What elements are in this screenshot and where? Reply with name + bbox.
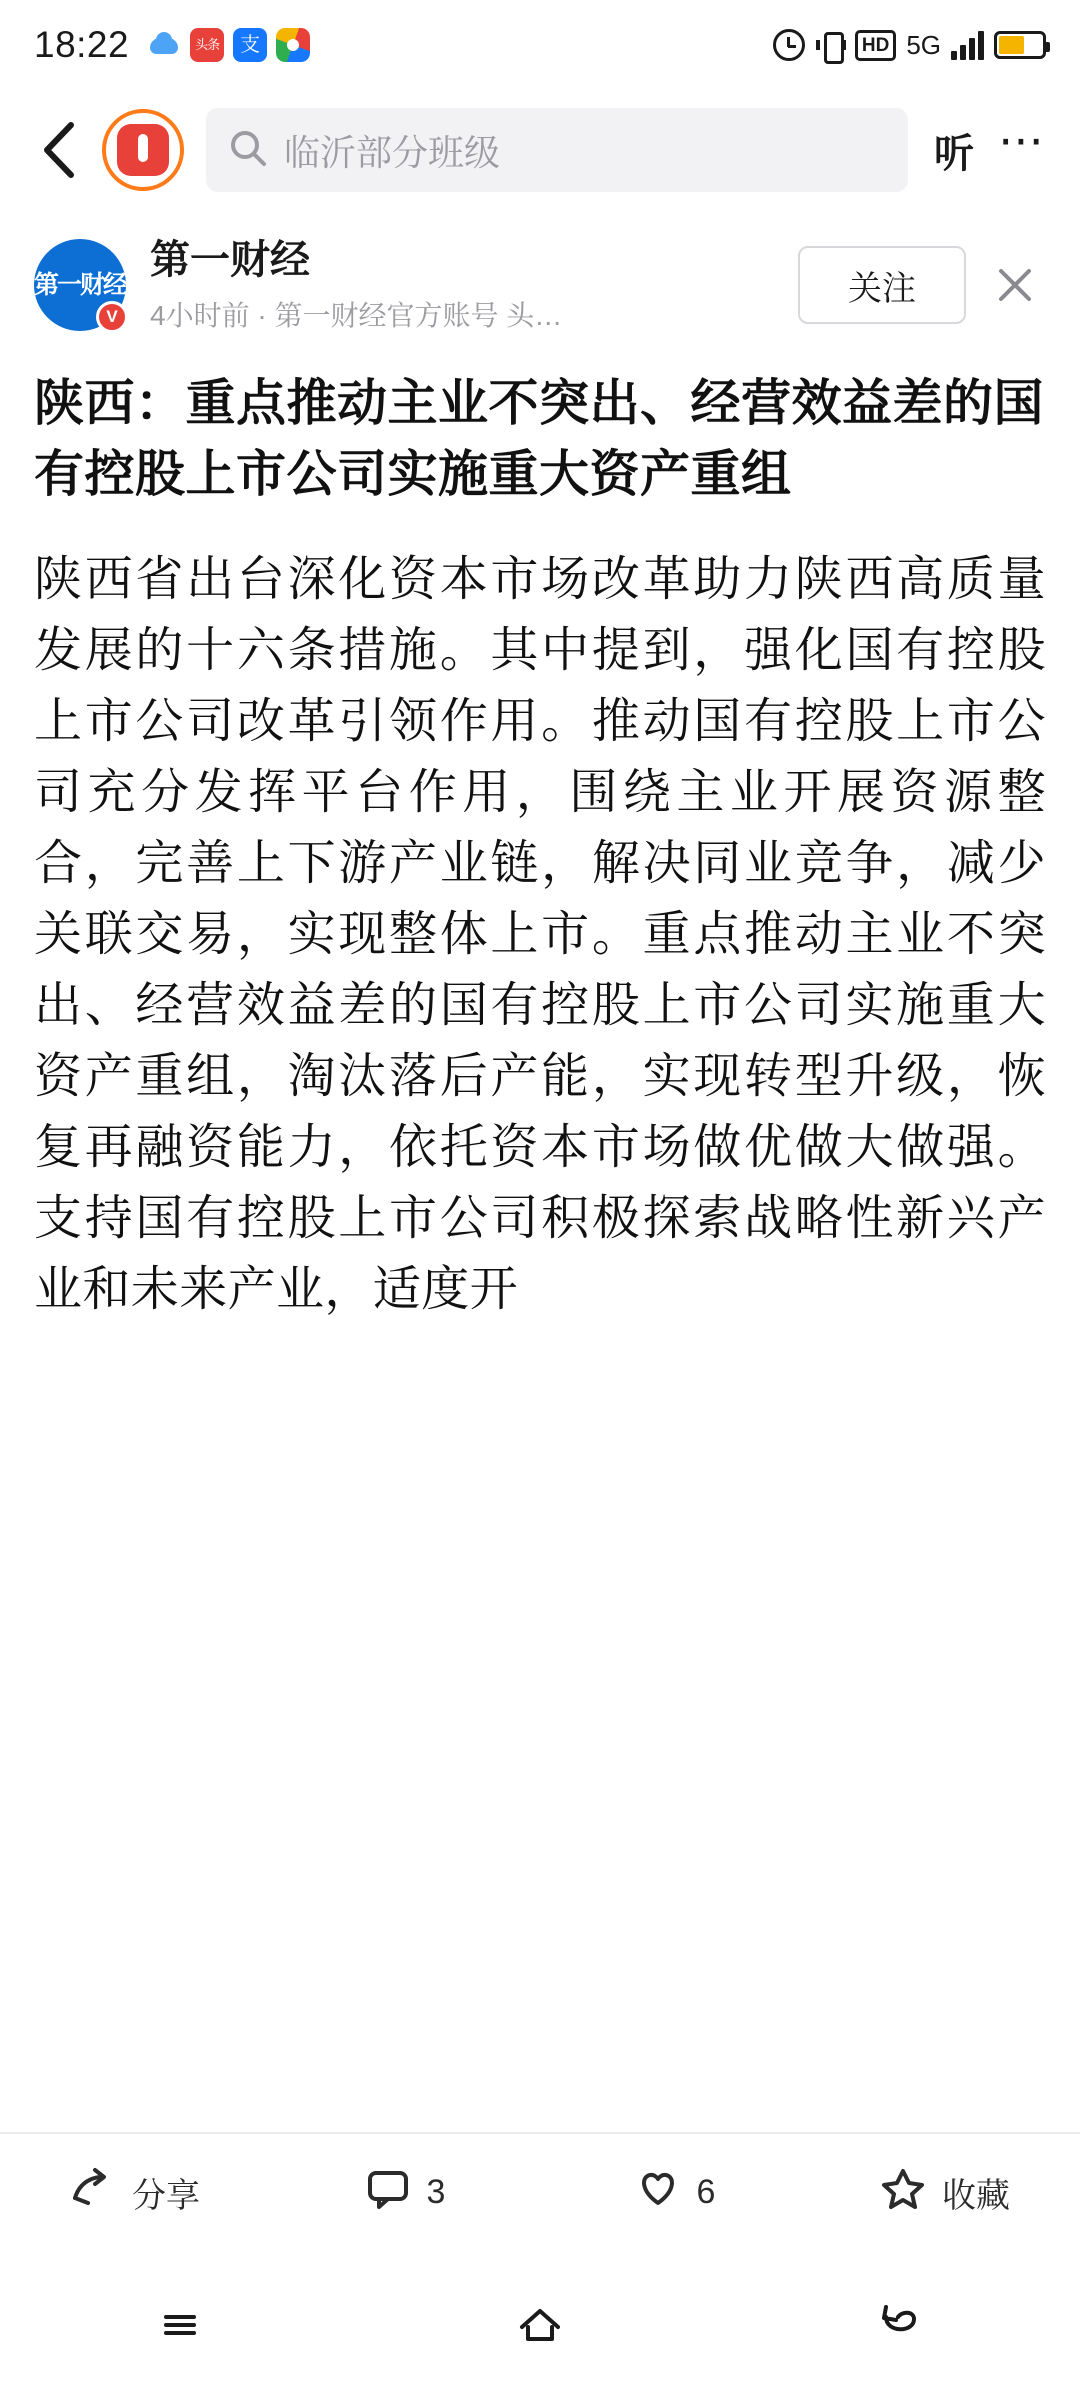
recents-menu-icon[interactable] [0,2299,360,2351]
status-system-icons [773,28,1046,62]
share-arrow-icon [70,2165,116,2220]
toutiao-icon [190,28,224,62]
comment-count: 3 [426,2172,446,2211]
share-label: 分享 [132,2176,200,2215]
article-body: 陕西省出台深化资本市场改革助力陕西高质量发展的十六条措施。其中提到，强化国有控股上市公司改革引领作用。推动国有控股上市公司充分发挥平台作用，围绕主业开展资源整合，完善上下游产业链，解决同业竞争，减少关联交易，实现整体上市。重点推动主业不突出、经营效益差的国有控股上市公司实施重大资产重组，淘汰落后产能，实现转型升级，恢复再融资能力，依托资本市场做优做大做强。支持国有控股上市公司积极探索战略性新兴产业和未来产业，适度开 [34,553,1046,1317]
author-subtitle: 4小时前 · 第一财经官方账号 头… [150,300,563,331]
home-icon[interactable] [360,2297,720,2353]
more-dots-icon[interactable]: ⋯ [998,114,1048,167]
nav-back-icon[interactable] [720,2297,1080,2353]
article-content [0,344,1080,1325]
back-chevron-icon[interactable] [26,115,96,185]
app-logo-icon[interactable] [102,109,184,191]
favorite-label: 收藏 [942,2176,1010,2215]
avatar-label: 第一财经 [34,271,127,299]
comment-bubble-icon [365,2165,411,2220]
like-button[interactable] [540,2165,810,2220]
author-meta [150,236,798,334]
system-nav-bar [0,2250,1080,2400]
status-time: 18:22 [34,24,130,65]
search-icon [228,128,268,173]
alarm-clock-icon [773,29,805,61]
author-name[interactable]: 第一财经 [150,238,310,282]
signal-bars-icon [951,30,984,60]
favorite-button[interactable] [810,2165,1080,2220]
cloud-icon [147,28,181,62]
avatar[interactable] [34,239,126,331]
like-count: 6 [696,2172,716,2211]
star-icon [880,2165,926,2220]
color-wheel-icon [276,28,310,62]
author-row [0,210,1080,344]
search-placeholder-text: 临沂部分班级 [284,131,501,173]
search-input[interactable] [206,108,908,192]
action-bar [0,2132,1080,2250]
share-button[interactable] [0,2165,270,2220]
follow-button[interactable]: 关注 [798,246,966,324]
page-title: 陕西：重点推动主业不突出、经营效益差的国有控股上市公司实施重大资产重组 [34,375,1044,502]
app-bar [0,90,1080,210]
status-bar [0,0,1080,90]
alipay-icon [233,28,267,62]
vibrate-icon [815,28,845,62]
battery-icon [994,31,1046,59]
close-icon[interactable] [980,250,1050,320]
listen-button[interactable]: 听 [934,131,974,176]
verified-badge-icon: V [96,301,128,333]
status-notification-icons [147,28,310,62]
heart-icon [635,2165,681,2220]
hd-icon: HD [855,30,896,61]
comment-button[interactable] [270,2165,540,2220]
network-type-label: 5G [906,29,941,60]
